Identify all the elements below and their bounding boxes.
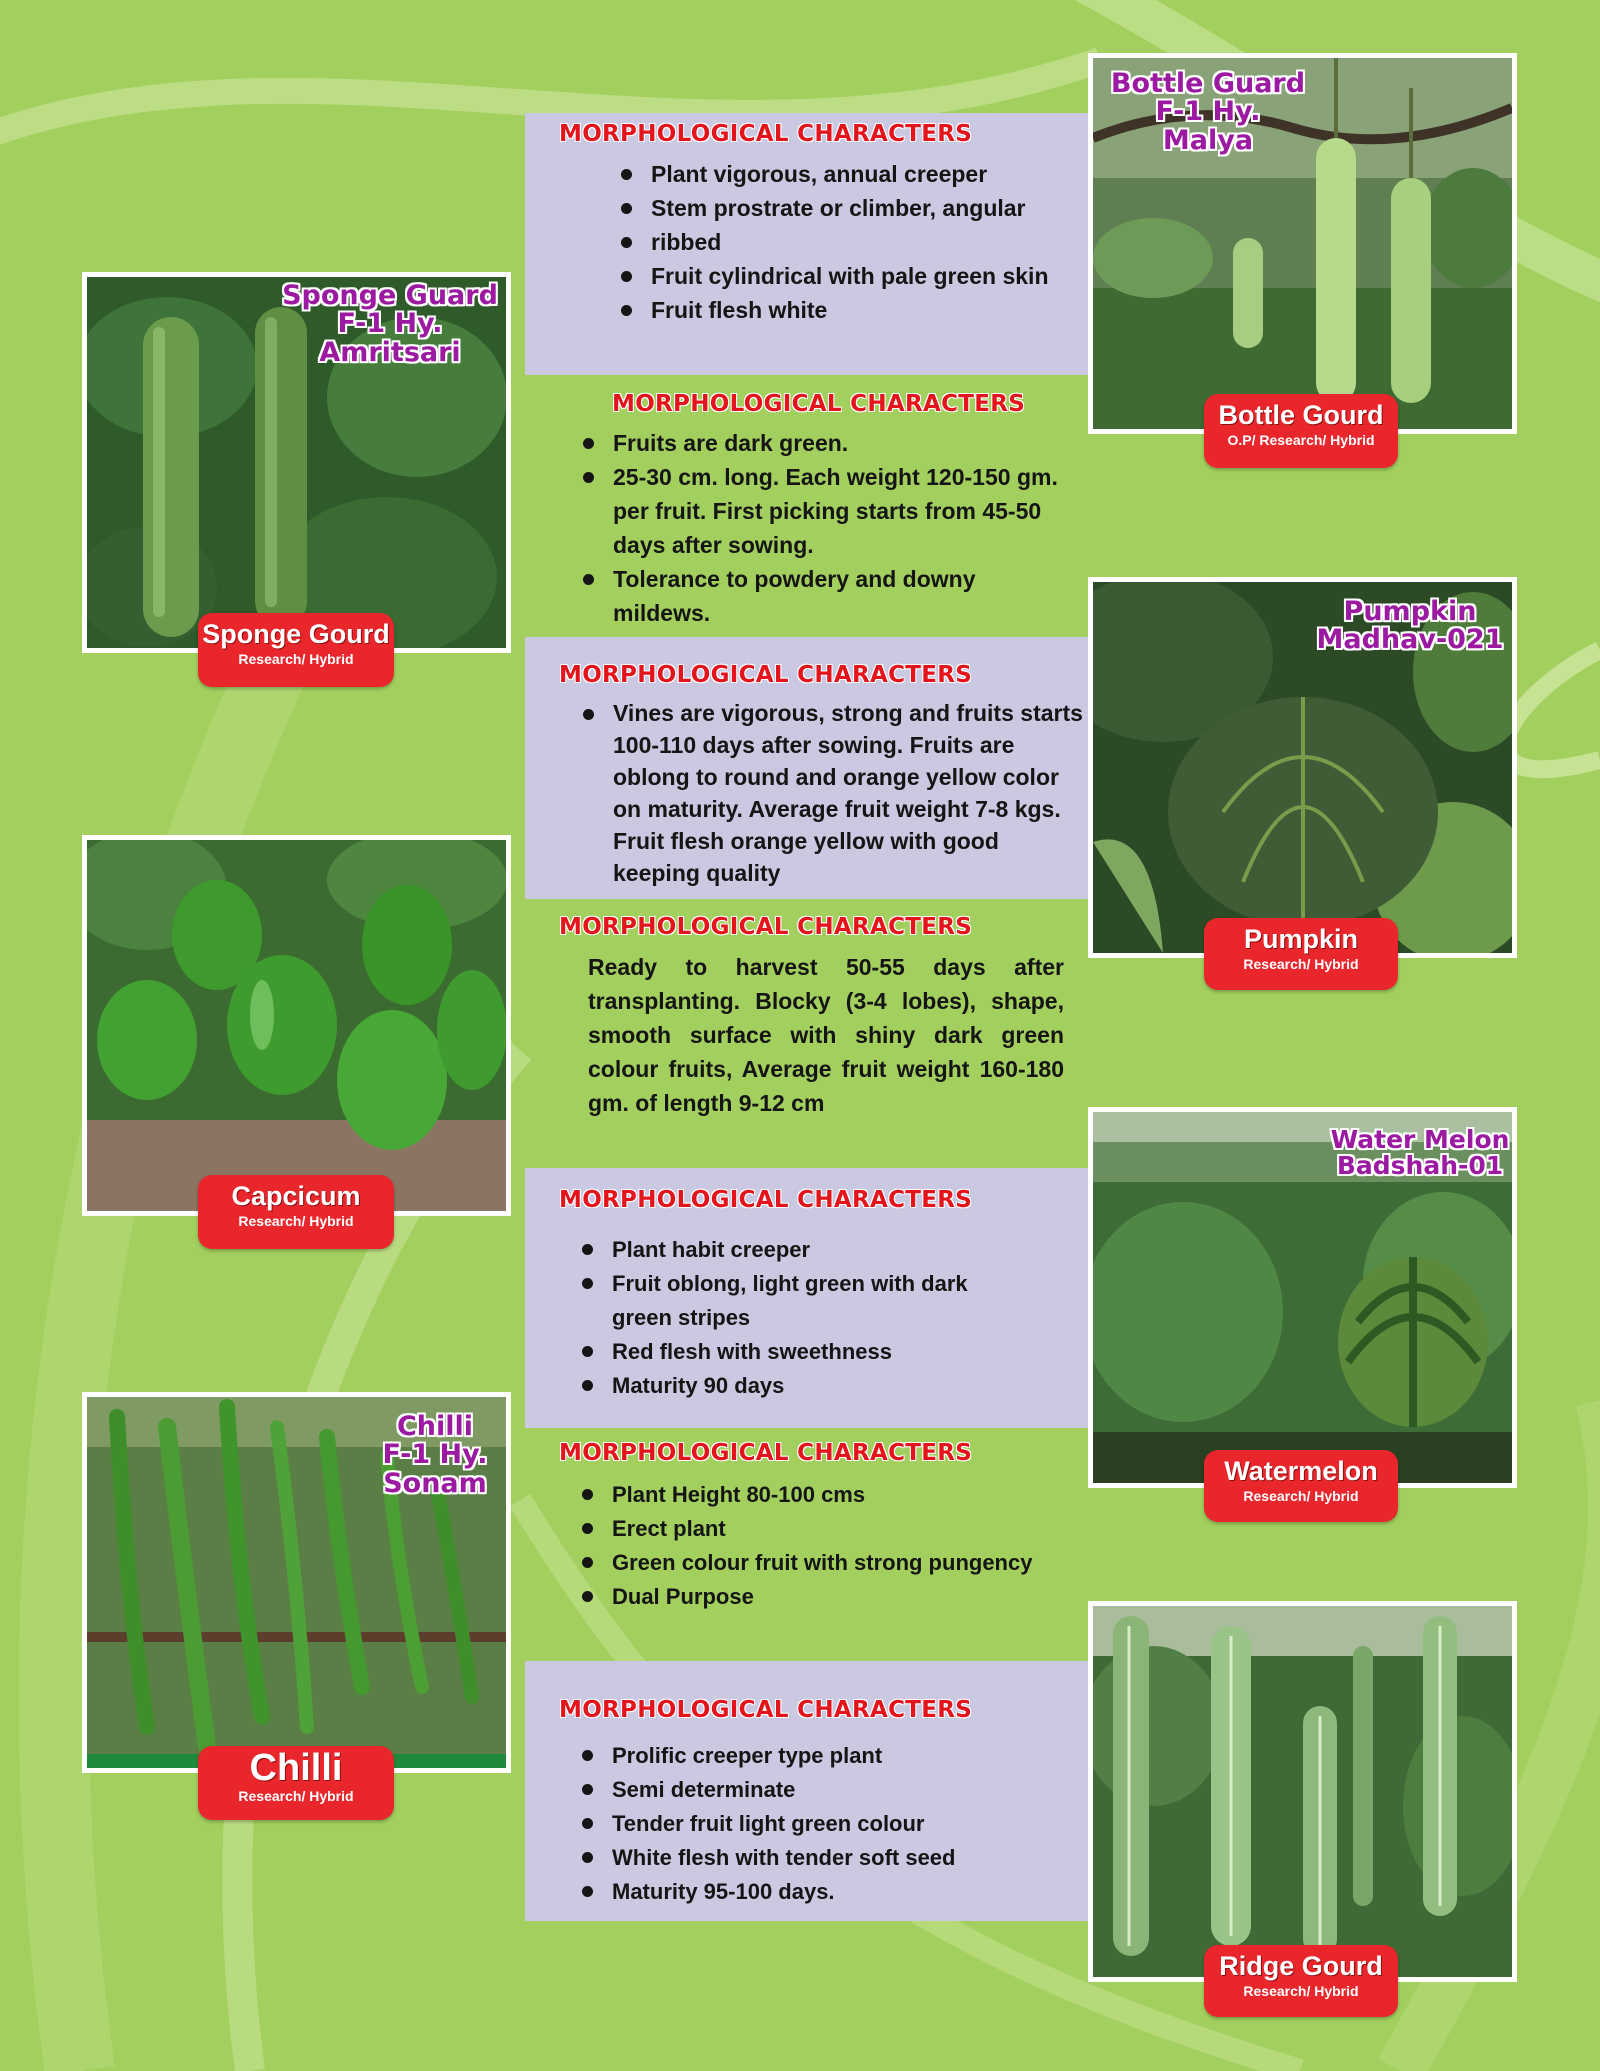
heading-capcicum: MORPHOLOGICAL CHARACTERS [559, 914, 973, 940]
bullet-item: Green colour fruit with strong pungency [580, 1546, 1080, 1580]
crop-type: Research/ Hybrid [238, 1213, 354, 1229]
photo-capcicum [82, 835, 511, 1216]
bullet-item: Plant Height 80-100 cms [580, 1478, 1080, 1512]
tag-ridge-gourd [1204, 1945, 1398, 2017]
bullet-item: Fruit flesh white [617, 293, 1087, 327]
bullet-item: Red flesh with sweethness [580, 1335, 1000, 1369]
bullet-item: Fruit cylindrical with pale green skin [617, 259, 1087, 293]
bullet-item: Vines are vigorous, strong and fruits starts 100-110 days after sowing. Fruits are oblong to round and orange yellow color on maturity. Average fruit weight 7-8 kgs. Fruit flesh orange yellow with good keeping quality [579, 697, 1089, 889]
variety-line: F-1 Hy. [382, 1439, 488, 1471]
heading-bottle-gourd: MORPHOLOGICAL CHARACTERS [559, 121, 973, 147]
bullet-item: Plant habit creeper [580, 1233, 1000, 1267]
heading-sponge-gourd: MORPHOLOGICAL CHARACTERS [612, 391, 1026, 417]
crop-name: Ridge Gourd [1219, 1951, 1383, 1981]
crop-type: O.P/ Research/ Hybrid [1227, 432, 1375, 448]
variety-line: Amritsari [319, 336, 461, 368]
bullet-item: 25-30 cm. long. Each weight 120-150 gm. per fruit. First picking starts from 45-50 days after sowing. [579, 460, 1079, 562]
bullets-sponge-gourd [579, 426, 1079, 630]
crop-type: Research/ Hybrid [1243, 956, 1359, 972]
tag-chilli [198, 1746, 394, 1820]
variety-line: Chilli [396, 1411, 474, 1442]
crop-type: Research/ Hybrid [238, 1788, 354, 1804]
bullet-item: Maturity 95-100 days. [580, 1875, 1080, 1909]
tag-watermelon [1204, 1450, 1398, 1522]
bullet-item: Erect plant [580, 1512, 1080, 1546]
variety-line: Sonam [383, 1467, 487, 1499]
heading-pumpkin: MORPHOLOGICAL CHARACTERS [559, 662, 973, 688]
bullets-chilli [580, 1478, 1080, 1614]
crop-name: Sponge Gourd [202, 619, 390, 649]
crop-name: Pumpkin [1243, 924, 1358, 954]
variety-label-watermelon [1300, 1127, 1540, 1180]
bullet-item: Fruits are dark green. [579, 426, 1079, 460]
variety-label-chilli [370, 1413, 500, 1498]
bullet-item: Tender fruit light green colour [580, 1807, 1080, 1841]
variety-line: Bottle Guard [1110, 68, 1306, 99]
variety-label-pumpkin [1300, 598, 1520, 655]
bullet-item: Dual Purpose [580, 1580, 1080, 1614]
variety-label-sponge-gourd [280, 282, 500, 367]
tag-bottle-gourd [1204, 394, 1398, 468]
heading-ridge-gourd: MORPHOLOGICAL CHARACTERS [559, 1697, 973, 1723]
bullet-item: Maturity 90 days [580, 1369, 1000, 1403]
variety-line: Pumpkin [1343, 596, 1477, 627]
crop-name: Capcicum [231, 1181, 361, 1211]
crop-name: Bottle Gourd [1218, 400, 1384, 430]
variety-line: Madhav-021 [1316, 624, 1504, 656]
bullets-pumpkin [579, 697, 1089, 889]
variety-label-bottle-gourd [1098, 70, 1318, 155]
bullet-item: Plant vigorous, annual creeper [617, 157, 1087, 191]
bullets-bottle-gourd [617, 157, 1087, 327]
paragraph-capcicum: Ready to harvest 50-55 days after transplanting. Blocky (3-4 lobes), shape, smooth surface with shiny dark green colour fruits, Average fruit weight 160-180 gm. of length 9-12 cm [588, 954, 1064, 1116]
crop-type: Research/ Hybrid [1243, 1488, 1359, 1504]
bullet-item: Stem prostrate or climber, angular [617, 191, 1087, 225]
variety-line: F-1 Hy. [1155, 96, 1261, 128]
crop-name: Chilli [249, 1747, 343, 1789]
heading-chilli: MORPHOLOGICAL CHARACTERS [559, 1440, 973, 1466]
bullet-item: Semi determinate [580, 1773, 1080, 1807]
bullet-item: ribbed [617, 225, 1087, 259]
variety-line: Badshah-01 [1336, 1151, 1504, 1181]
crop-type: Research/ Hybrid [238, 651, 354, 667]
photo-ridge-gourd [1088, 1601, 1517, 1982]
bullet-item: Fruit oblong, light green with dark green stripes [580, 1267, 1000, 1335]
bullets-ridge-gourd [580, 1739, 1080, 1909]
variety-line: F-1 Hy. [337, 308, 443, 340]
tag-capcicum [198, 1175, 394, 1249]
crop-type: Research/ Hybrid [1243, 1983, 1359, 1999]
bullet-item: Prolific creeper type plant [580, 1739, 1080, 1773]
tag-pumpkin [1204, 918, 1398, 990]
bullet-item: White flesh with tender soft seed [580, 1841, 1080, 1875]
tag-sponge-gourd [198, 613, 394, 687]
variety-line: Sponge Guard [282, 280, 498, 311]
bullet-item: Tolerance to powdery and downy mildews. [579, 562, 1079, 630]
heading-watermelon: MORPHOLOGICAL CHARACTERS [559, 1187, 973, 1213]
variety-line: Water Melon [1330, 1125, 1510, 1154]
variety-line: Malya [1162, 124, 1254, 156]
crop-name: Watermelon [1224, 1456, 1378, 1486]
bullets-watermelon [580, 1233, 1000, 1403]
